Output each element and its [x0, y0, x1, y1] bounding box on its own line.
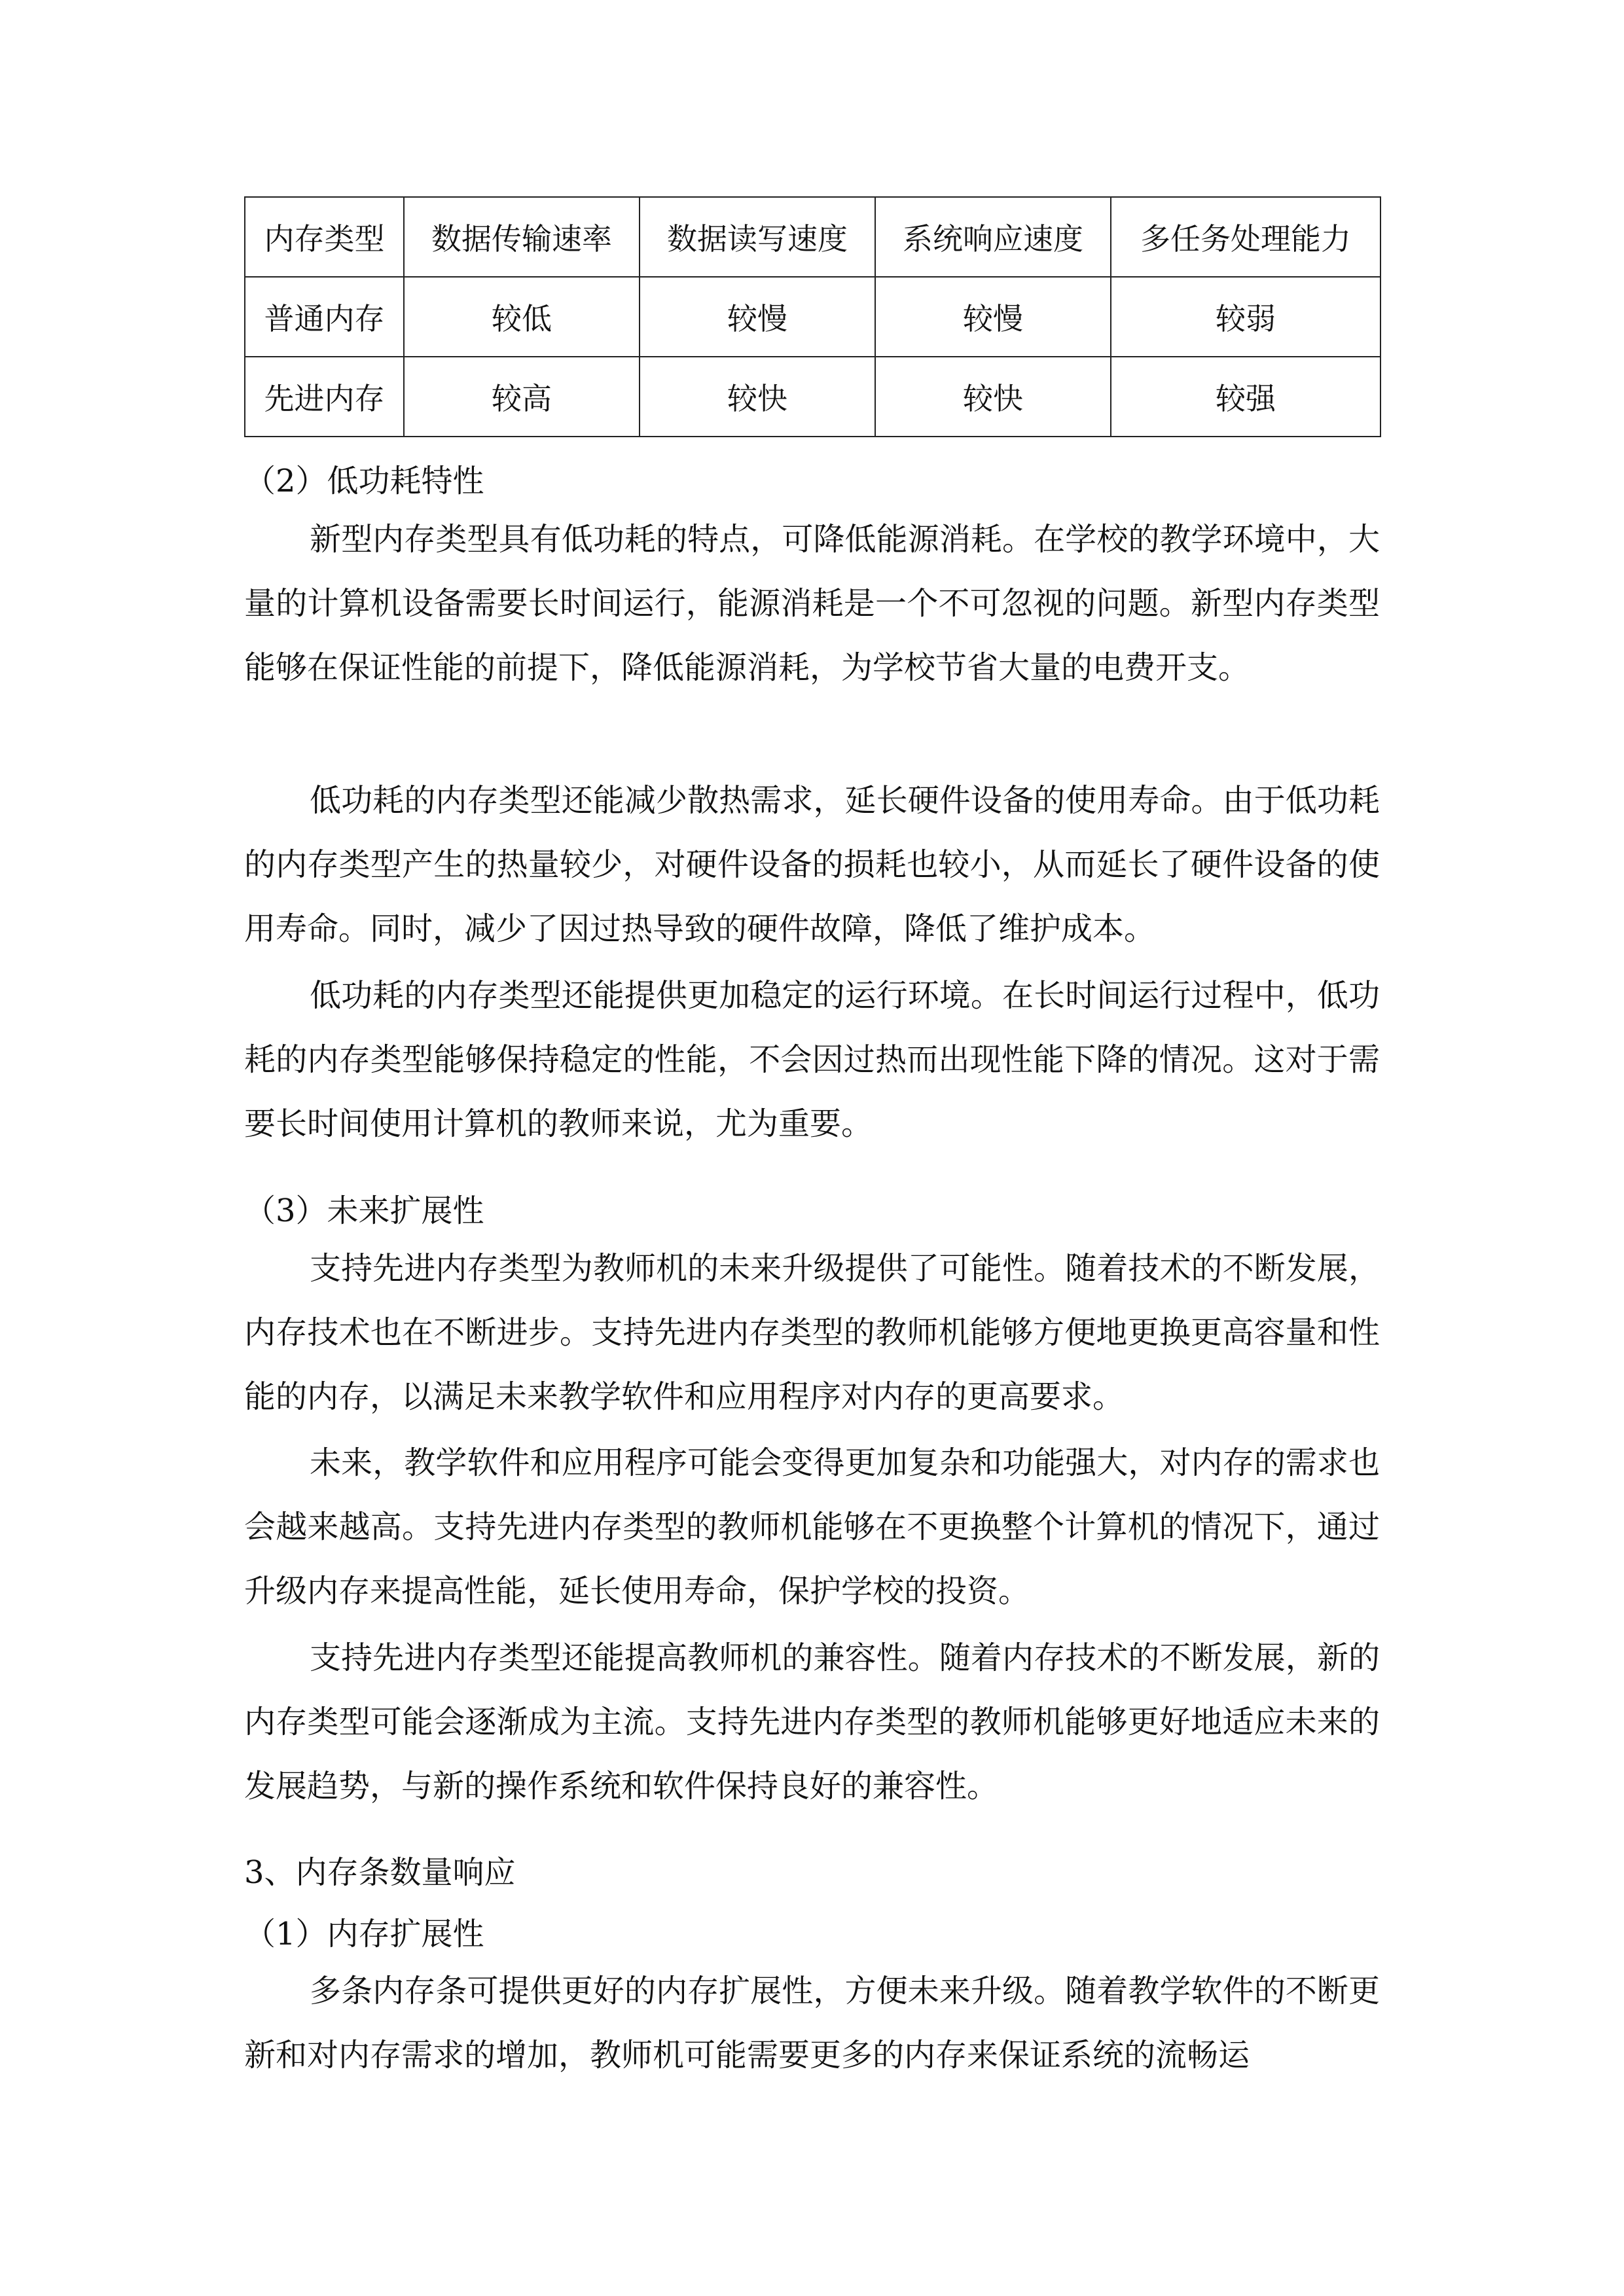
table-cell: 普通内存 [245, 277, 404, 357]
memory-count-heading: 3、内存条数量响应 [244, 1854, 516, 1891]
memory-comparison-table [244, 196, 1381, 437]
paragraph: 多条内存条可提供更好的内存扩展性，方便未来升级。随着教学软件的不断更新和对内存需求的增加，教师机可能需要更多的内存来保证系统的流畅运 [244, 1973, 1380, 2073]
table-row [245, 357, 1380, 437]
low-power-heading: （2）低功耗特性 [244, 463, 484, 499]
table-cell: 较低 [404, 277, 640, 357]
paragraph: 未来，教学软件和应用程序可能会变得更加复杂和功能强大，对内存的需求也会越来越高。支持先进内存类型的教师机能够在不更换整个计算机的情况下，通过升级内存来提高性能，延长使用寿命，保护学校的投资。 [244, 1444, 1380, 1609]
table-cell: 较高 [404, 357, 640, 437]
table-cell: 较快 [875, 357, 1111, 437]
table-cell: 较慢 [875, 277, 1111, 357]
low-power-body [244, 507, 1380, 700]
paragraph: 支持先进内存类型为教师机的未来升级提供了可能性。随着技术的不断发展，内存技术也在不断进步。支持先进内存类型的教师机能够方便地更换更高容量和性能的内存，以满足未来教学软件和应用程序对内存的更高要求。 [244, 1250, 1380, 1415]
table-header-row [245, 197, 1380, 277]
future-heading: （3）未来扩展性 [244, 1193, 484, 1229]
table-cell: 先进内存 [245, 357, 404, 437]
table-row [245, 277, 1380, 357]
paragraph: 低功耗的内存类型还能减少散热需求，延长硬件设备的使用寿命。由于低功耗的内存类型产生的热量较少，对硬件设备的损耗也较小，从而延长了硬件设备的使用寿命。同时，减少了因过热导致的硬件故障，降低了维护成本。 [244, 782, 1380, 947]
memory-expansion-body [244, 1959, 1380, 2087]
paragraph: 低功耗的内存类型还能提供更加稳定的运行环境。在长时间运行过程中，低功耗的内存类型能够保持稳定的性能，不会因过热而出现性能下降的情况。这对于需要长时间使用计算机的教师来说，尤为重要。 [244, 977, 1380, 1142]
header-cell-rw-speed: 数据读写速度 [640, 197, 875, 277]
header-cell-memory-type: 内存类型 [245, 197, 404, 277]
table-cell: 较强 [1111, 357, 1380, 437]
low-power-body-3 [244, 963, 1380, 1156]
table-cell: 较快 [640, 357, 875, 437]
table-cell: 较慢 [640, 277, 875, 357]
low-power-body-2 [244, 768, 1380, 961]
future-body [244, 1236, 1380, 1429]
paragraph: 新型内存类型具有低功耗的特点，可降低能源消耗。在学校的教学环境中，大量的计算机设备需要长时间运行，能源消耗是一个不可忽视的问题。新型内存类型能够在保证性能的前提下，降低能源消耗，为学校节省大量的电费开支。 [244, 521, 1380, 686]
table-cell: 较弱 [1111, 277, 1380, 357]
header-cell-transfer-rate: 数据传输速率 [404, 197, 640, 277]
future-body-3 [244, 1626, 1380, 1818]
memory-expansion-heading: （1）内存扩展性 [244, 1916, 484, 1952]
header-cell-multitask: 多任务处理能力 [1111, 197, 1380, 277]
header-cell-response-speed: 系统响应速度 [875, 197, 1111, 277]
future-body-2 [244, 1431, 1380, 1623]
paragraph: 支持先进内存类型还能提高教师机的兼容性。随着内存技术的不断发展，新的内存类型可能会逐渐成为主流。支持先进内存类型的教师机能够更好地适应未来的发展趋势，与新的操作系统和软件保持良好的兼容性。 [244, 1640, 1380, 1804]
